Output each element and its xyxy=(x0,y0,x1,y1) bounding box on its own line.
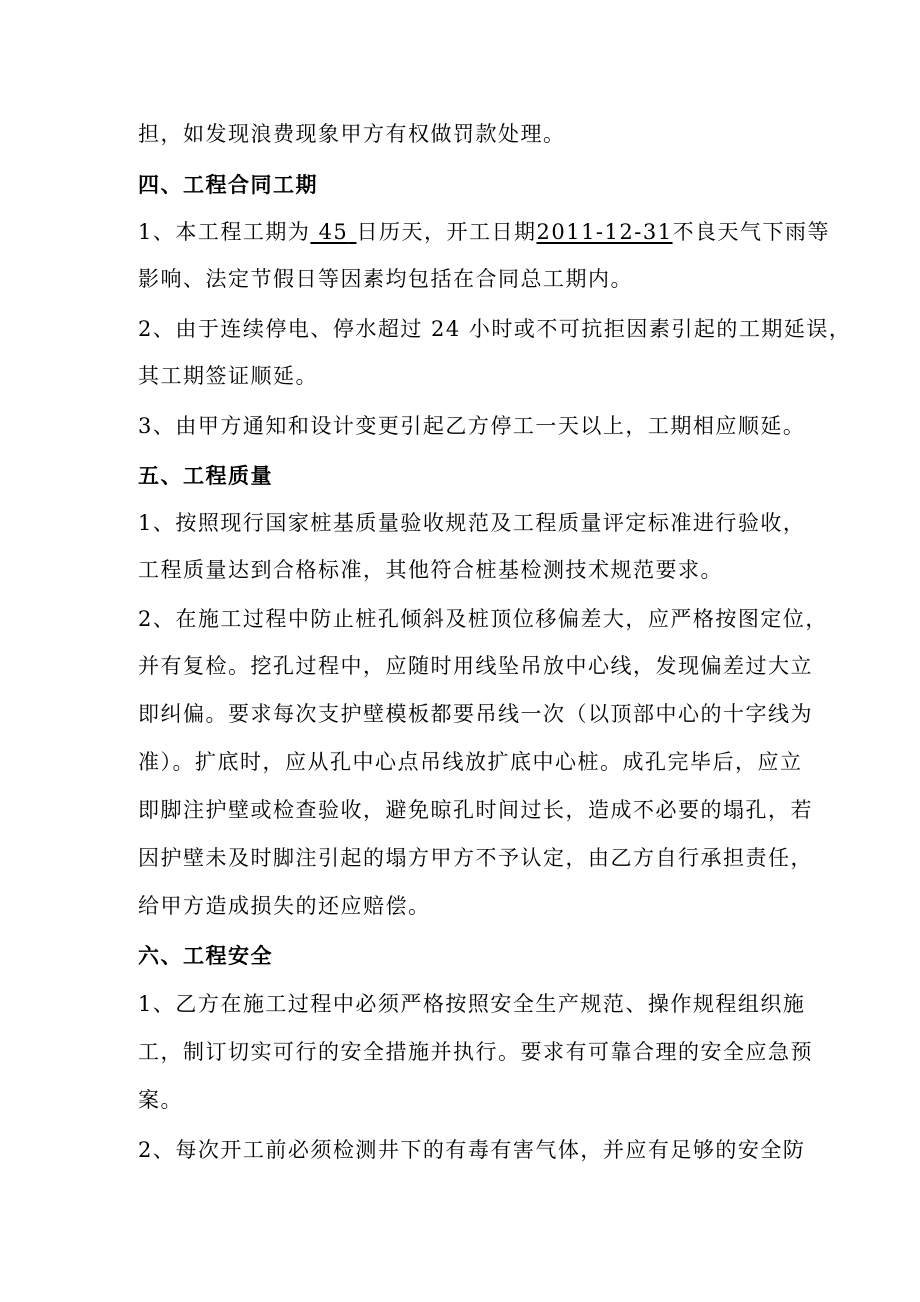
duration-days-value xyxy=(310,220,356,244)
paragraph-line: 给甲方造成损失的还应赔偿。 xyxy=(138,894,431,918)
paragraph-line xyxy=(138,218,830,246)
paragraph-line: 案。 xyxy=(138,1088,183,1112)
paragraph-line: 准）。扩底时，应从孔中心点吊线放扩底中心桩。成孔完毕后，应立 xyxy=(138,750,803,774)
text-span: 不良天气下雨等 xyxy=(672,220,831,244)
paragraph-line: 3、由甲方通知和设计变更引起乙方停工一天以上，工期相应顺延。 xyxy=(138,414,806,438)
paragraph-line: 2、每次开工前必须检测井下的有毒有害气体，并应有足够的安全防 xyxy=(138,1138,806,1162)
text-span: 1、本工程工期为 xyxy=(138,220,311,244)
text-span: 日历天，开工日期 xyxy=(356,220,537,244)
paragraph-line: 2、由于连续停电、停水超过 24 小时或不可抗拒因素引起的工期延误， xyxy=(138,317,852,341)
paragraph-line: 即脚注护壁或检查验收，避免晾孔时间过长，造成不必要的塌孔，若 xyxy=(138,798,813,822)
paragraph-line: 并有复检。挖孔过程中，应随时用线坠吊放中心线，发现偏差过大立 xyxy=(138,654,813,678)
text-span: 45 xyxy=(318,220,349,244)
section-heading-schedule: 四、工程合同工期 xyxy=(138,173,318,197)
section-heading-quality: 五、工程质量 xyxy=(138,464,273,488)
paragraph-line: 1、乙方在施工过程中必须严格按照安全生产规范、操作规程组织施 xyxy=(138,992,806,1016)
paragraph-line: 2、在施工过程中防止桩孔倾斜及桩顶位移偏差大，应严格按图定位， xyxy=(138,607,828,631)
paragraph-line: 其工期签证顺延。 xyxy=(138,364,318,388)
paragraph-line: 工程质量达到合格标准，其他符合桩基检测技术规范要求。 xyxy=(138,558,723,582)
start-date-value: 2011-12-31 xyxy=(536,220,673,244)
section-heading-safety: 六、工程安全 xyxy=(138,944,273,968)
paragraph-line: 工，制订切实可行的安全措施并执行。要求有可靠合理的安全应急预 xyxy=(138,1040,813,1064)
paragraph-line: 影响、法定节假日等因素均包括在合同总工期内。 xyxy=(138,267,633,291)
paragraph-line: 担，如发现浪费现象甲方有权做罚款处理。 xyxy=(138,122,566,146)
paragraph-line: 因护壁未及时脚注引起的塌方甲方不予认定，由乙方自行承担责任， xyxy=(138,846,813,870)
paragraph-line: 1、按照现行国家桩基质量验收规范及工程质量评定标准进行验收， xyxy=(138,511,806,535)
paragraph-line: 即纠偏。要求每次支护壁模板都要吊线一次（以顶部中心的十字线为 xyxy=(138,702,813,726)
